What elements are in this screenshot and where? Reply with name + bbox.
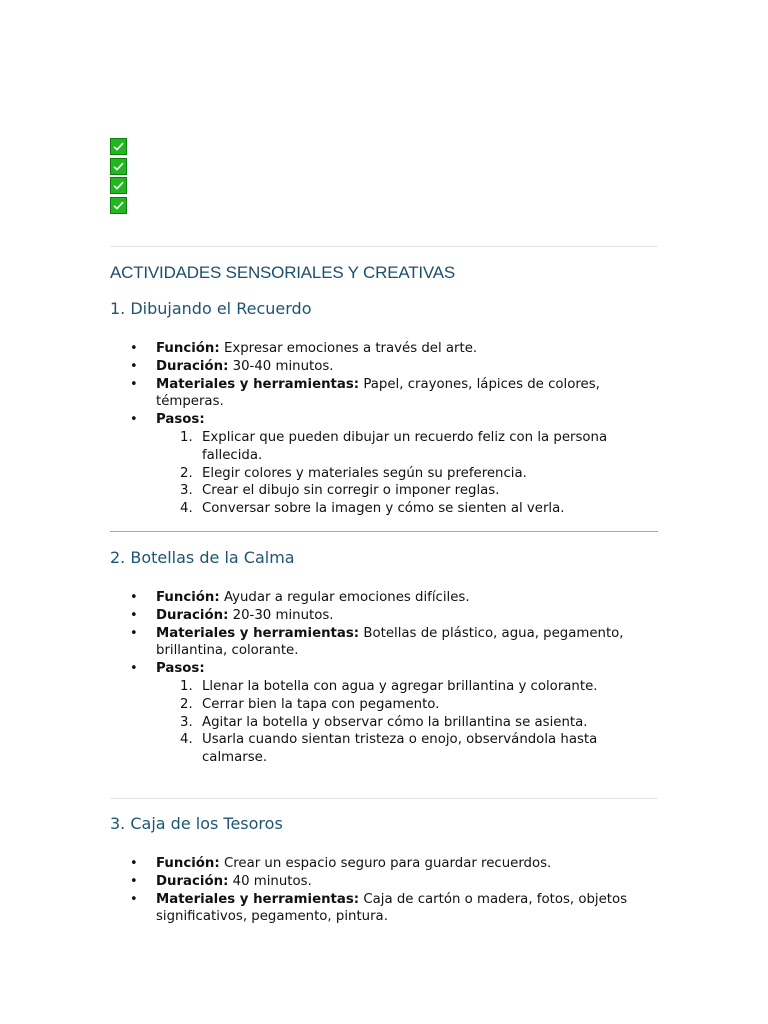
field-label: Duración: xyxy=(156,873,229,889)
steps-list xyxy=(156,678,658,767)
field-label: Pasos: xyxy=(156,661,205,677)
divider xyxy=(110,246,658,247)
activity-title: 2. Botellas de la Calma xyxy=(110,548,295,567)
list-item xyxy=(110,340,658,358)
activity-title: 1. Dibujando el Recuerdo xyxy=(110,299,312,318)
field-label: Pasos: xyxy=(156,412,205,428)
green-checkbox-icon xyxy=(110,138,127,155)
section-title: ACTIVIDADES SENSORIALES Y CREATIVAS xyxy=(110,263,456,282)
activity-details xyxy=(110,340,658,518)
step-text: Llenar la botella con agua y agregar brillantina y colorante. xyxy=(202,678,598,694)
field-label: Materiales y herramientas: xyxy=(156,891,360,907)
step-item xyxy=(156,714,658,732)
field-label: Materiales y herramientas: xyxy=(156,625,360,641)
activity-details xyxy=(110,855,658,926)
step-text: Explicar que pueden dibujar un recuerdo feliz con la persona fallecida. xyxy=(202,429,608,463)
checkbox-column xyxy=(110,138,127,216)
field-value: 20-30 minutos. xyxy=(228,607,334,623)
list-item xyxy=(110,607,658,625)
field-value: 40 minutos. xyxy=(228,873,312,889)
step-text: Usarla cuando sientan tristeza o enojo, observándola hasta calmarse. xyxy=(202,732,598,766)
step-text: Elegir colores y materiales según su preferencia. xyxy=(202,465,527,481)
step-item xyxy=(156,500,658,518)
field-value: Botellas de plástico, agua, pegamento, brillantina, colorante. xyxy=(156,625,624,659)
list-item xyxy=(110,411,658,518)
list-item xyxy=(110,873,658,891)
step-item xyxy=(156,465,658,483)
field-value: 30-40 minutos. xyxy=(228,358,334,374)
step-number: 1. xyxy=(180,429,193,445)
field-label: Función: xyxy=(156,341,220,356)
field-value: Expresar emociones a través del arte. xyxy=(219,341,478,356)
divider xyxy=(110,798,658,799)
field-label: Función: xyxy=(156,856,220,871)
step-item xyxy=(156,731,658,767)
green-checkbox-icon xyxy=(110,177,127,194)
field-value: Ayudar a regular emociones difíciles. xyxy=(219,590,470,605)
step-number: 1. xyxy=(180,678,193,694)
field-label: Función: xyxy=(156,590,220,605)
field-value: Papel, crayones, lápices de colores, témperas. xyxy=(156,376,600,410)
step-number: 2. xyxy=(180,465,193,481)
step-text: Conversar sobre la imagen y cómo se sienten al verla. xyxy=(202,501,565,517)
green-checkbox-icon xyxy=(110,158,127,175)
step-number: 3. xyxy=(180,483,193,499)
list-item xyxy=(110,855,658,873)
field-label: Materiales y herramientas: xyxy=(156,376,360,392)
list-item xyxy=(110,358,658,376)
green-checkbox-icon xyxy=(110,197,127,214)
step-number: 4. xyxy=(180,501,193,517)
list-item xyxy=(110,891,658,927)
list-item xyxy=(110,376,658,412)
step-text: Crear el dibujo sin corregir o imponer reglas. xyxy=(202,483,500,499)
step-number: 4. xyxy=(180,732,193,748)
field-label: Duración: xyxy=(156,607,229,623)
step-text: Agitar la botella y observar cómo la brillantina se asienta. xyxy=(202,714,588,730)
activity-title: 3. Caja de los Tesoros xyxy=(110,814,283,833)
step-text: Cerrar bien la tapa con pegamento. xyxy=(202,696,440,712)
step-number: 3. xyxy=(180,714,193,730)
step-item xyxy=(156,429,658,465)
steps-list xyxy=(156,429,658,518)
activity-details xyxy=(110,589,658,767)
step-number: 2. xyxy=(180,696,193,712)
step-item xyxy=(156,678,658,696)
field-label: Duración: xyxy=(156,358,229,374)
step-item xyxy=(156,696,658,714)
field-value: Caja de cartón o madera, fotos, objetos significativos, pegamento, pintura. xyxy=(156,891,628,925)
list-item xyxy=(110,589,658,607)
step-item xyxy=(156,482,658,500)
field-value: Crear un espacio seguro para guardar recuerdos. xyxy=(219,856,552,871)
divider xyxy=(110,531,658,532)
list-item xyxy=(110,625,658,661)
list-item xyxy=(110,660,658,767)
